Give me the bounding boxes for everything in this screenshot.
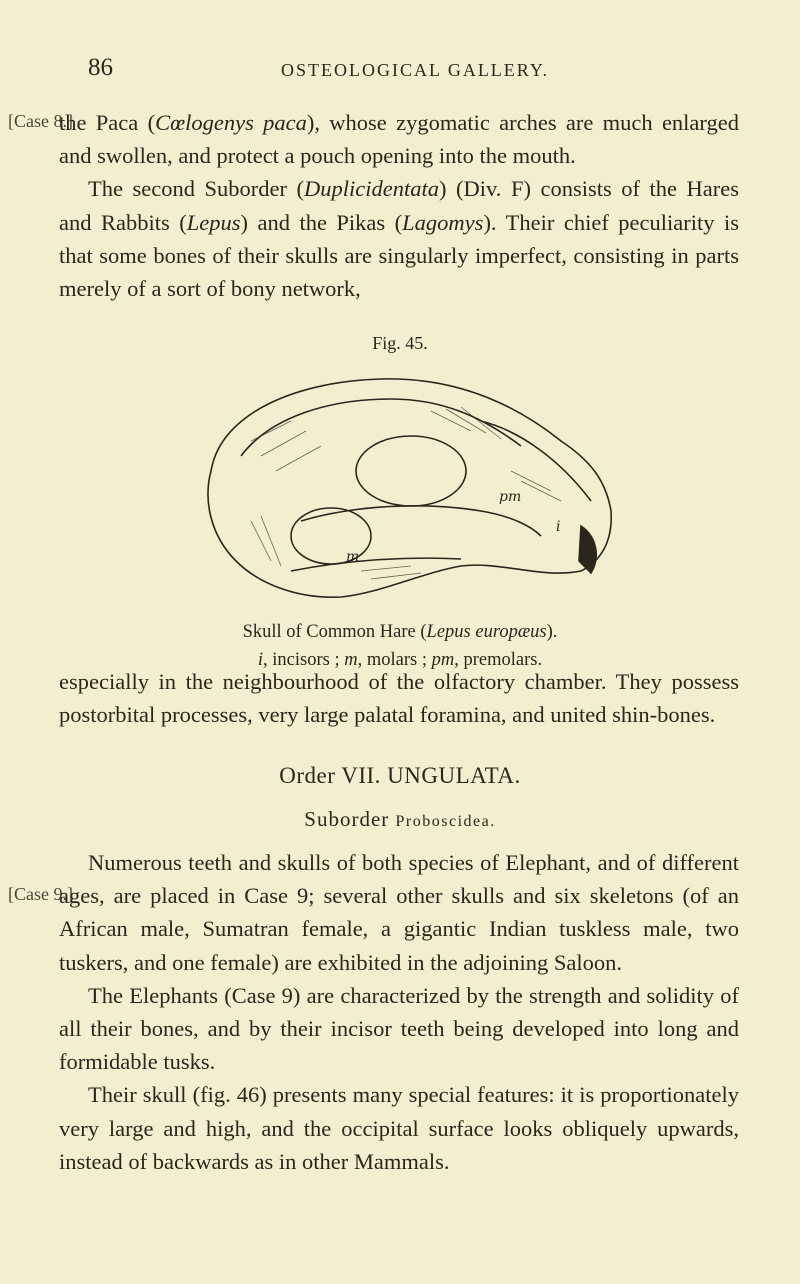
caption-line-1: Skull of Common Hare (Lepus europæus). [242,622,558,642]
suborder-heading: Suborder Proboscidea. [304,807,496,831]
skull-outline [208,379,611,597]
orbit [356,436,466,506]
label-i: i [556,519,561,535]
paragraph-paca: the Paca (Cœlogenys paca), whose zygomatic arches are much enlarged and swollen, and protect a pouch opening into the mouth. [59,110,739,169]
mandible-edge [291,558,461,571]
page-header [0,54,800,84]
text-block-middle [59,665,739,731]
paragraph-duplicidentata: The second Suborder (Duplicidentata) (Div. F) consists of the Hares and Rabbits (Lepus) and the Pikas (Lagomys). Their chief peculiarity is that some bones of their skulls are singularly imperfect, consisting in parts merely of a sort of bony network, [59,176,740,302]
paragraph-olfactory: especially in the neighbourhood of the olfactory chamber. They possess postorbital processes, very large palatal foramina, and united shin-bones. [59,669,739,728]
label-m: m [346,549,360,565]
paragraph-elephant-bones: The Elephants (Case 9) are characterized by the strength and solidity of all their bones, and by their incisor teeth being developed into long and formidable tusks. [59,982,739,1075]
paragraph-elephant-specimens: Numerous teeth and skulls of both species of Elephant, and of different ages, are placed in Case 9; several other skulls and six skeletons (of an African male, Sumatran female, a gigantic Indian tuskless male, two tuskers, and one female) are exhibited in the adjoining Saloon. [59,850,739,975]
cranium-dome [241,399,521,456]
zygomatic-arch [301,506,541,536]
caption-line-2: i, incisors ; m, molars ; pm, premolars. [257,650,543,670]
text-block-bottom [59,846,739,1178]
figure-label: Fig. 45. [372,333,428,353]
paragraph-elephant-skull: Their skull (fig. 46) presents many special features: it is proportionately very large and high, and the occipital surface looks obliquely upwards, instead of backwards as in other Mammals. [59,1082,739,1174]
order-heading: Order VII. UNGULATA. [279,763,521,788]
nasal-region [481,421,591,501]
margin-note-case-9: [Case 9.] [8,884,73,904]
hare-skull-illustration [181,361,619,601]
margin-note-case-8: [Case 8.] [8,111,73,131]
text-block-top [59,106,739,305]
label-pm: pm [499,489,522,505]
running-title: OSTEOLOGICAL GALLERY. [281,60,549,80]
page-number: 86 [88,54,113,81]
incisor-tooth [579,526,596,573]
